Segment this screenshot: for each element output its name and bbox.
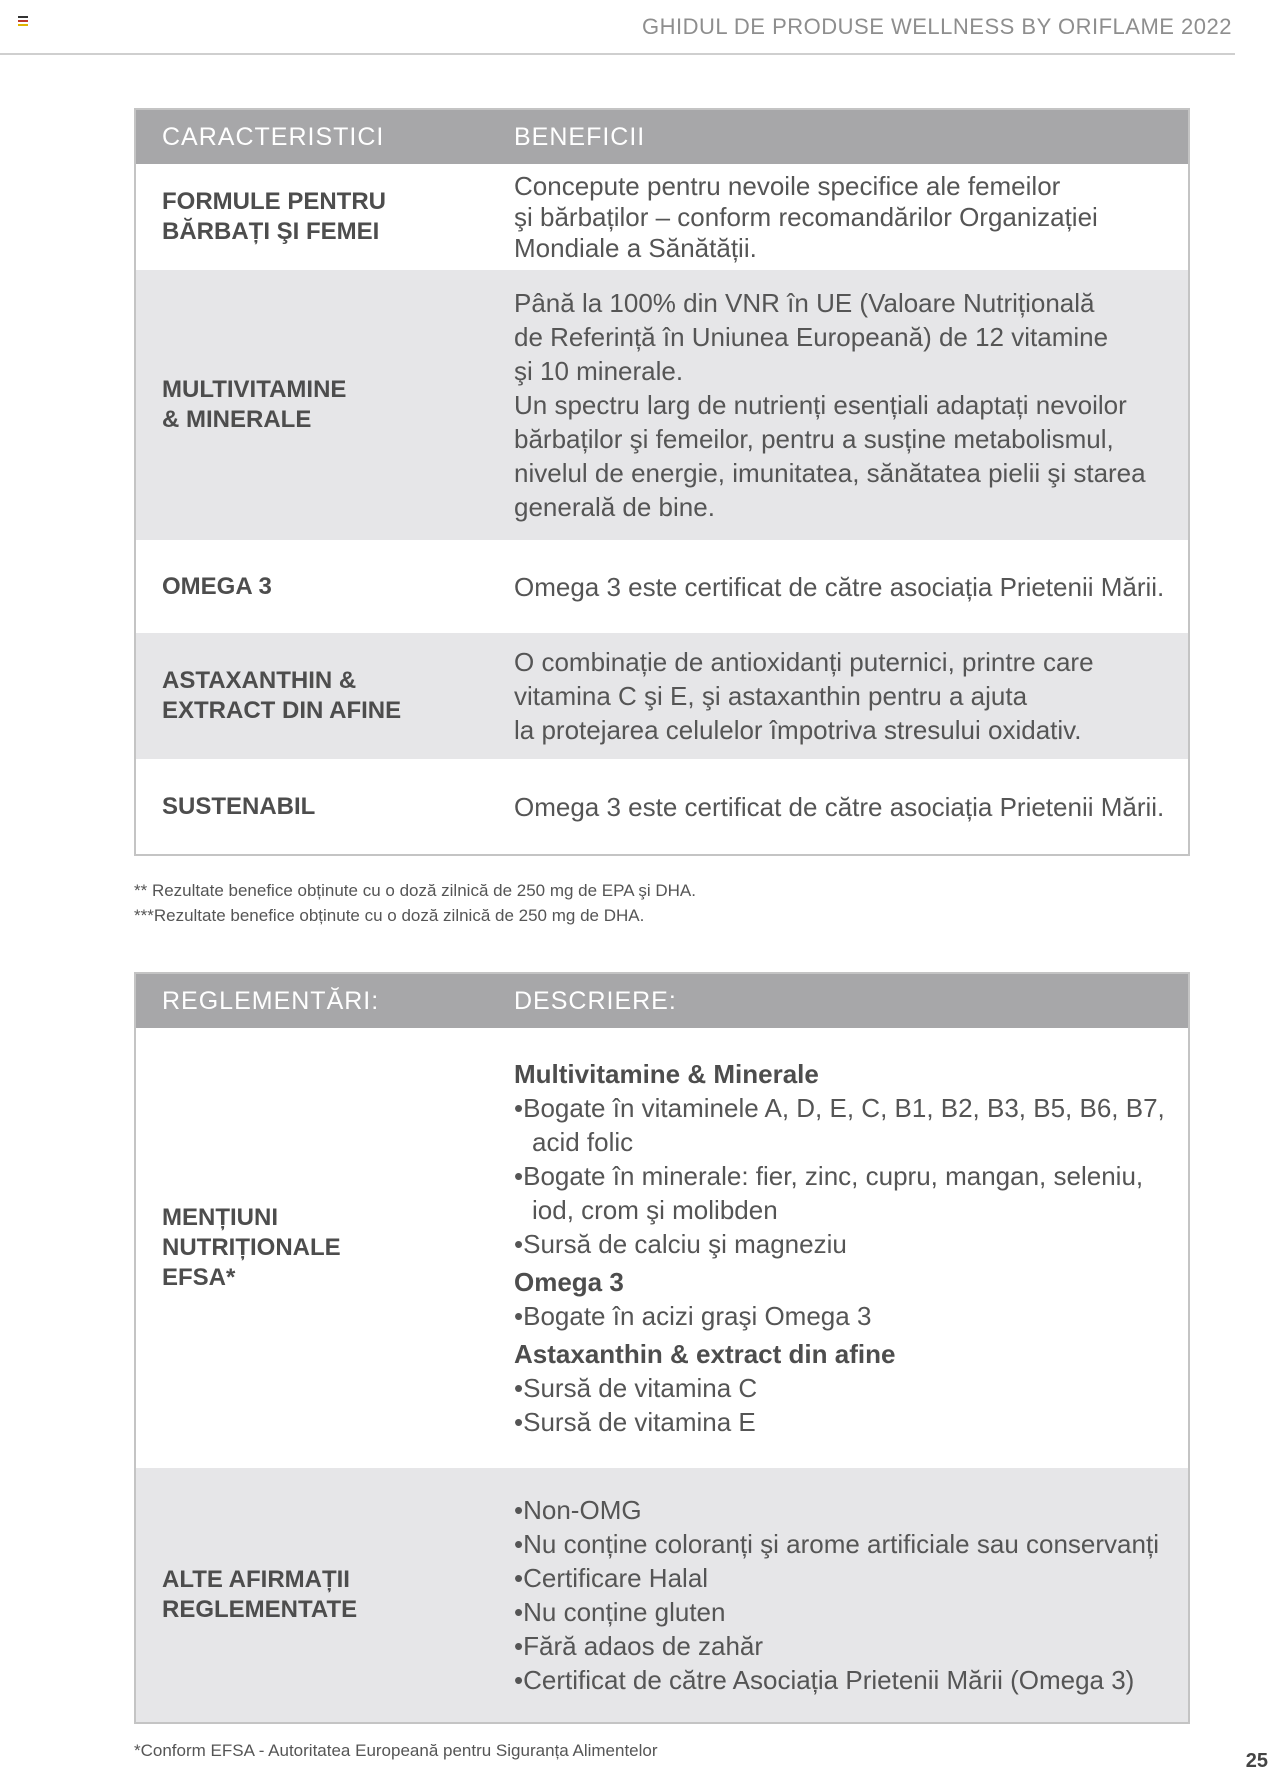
table-row: [135, 270, 1189, 540]
group-title: Omega 3: [514, 1267, 624, 1297]
row-value: [488, 164, 1189, 270]
key-line: FORMULE PENTRU: [162, 188, 386, 215]
row-value: [488, 633, 1189, 759]
value-line: Omega 3 este certificat de către asociația Prietenii Mării.: [514, 791, 1165, 822]
table-row: [135, 540, 1189, 633]
row-value: [488, 759, 1189, 855]
regulations-table: [134, 972, 1190, 1724]
benefits-notes: [134, 878, 696, 928]
list-item: • Certificare Halal: [514, 1561, 1178, 1595]
table-row: [135, 164, 1189, 270]
row-key: [135, 270, 488, 540]
list-item: • Sursă de calciu şi magneziu: [514, 1227, 1178, 1261]
efsa-footnote: *Conform EFSA - Autoritatea Europeană pentru Siguranța Alimentelor: [134, 1741, 658, 1760]
value-line: Până la 100% din VNR în UE (Valoare Nutrițională: [514, 288, 1095, 318]
table-header-row: [135, 109, 1189, 164]
list-item: • Bogate în minerale: fier, zinc, cupru, mangan, seleniu, iod, crom şi molibden: [514, 1159, 1178, 1227]
row-value: [488, 540, 1189, 633]
table-row: [135, 759, 1189, 855]
column-header-benefits: BENEFICII: [488, 109, 1189, 164]
list-item: • Bogate în vitaminele A, D, E, C, B1, B2, B3, B5, B6, B7, acid folic: [514, 1091, 1178, 1159]
table-row: [135, 1028, 1189, 1468]
value-line: generală de bine.: [514, 492, 715, 522]
column-header-description: DESCRIERE:: [488, 973, 1189, 1028]
note-line: ***Rezultate benefice obținute cu o doză zilnică de 250 mg de DHA.: [134, 906, 645, 925]
page-number: 25: [1245, 1750, 1268, 1772]
table-row: [135, 633, 1189, 759]
value-line: nivelul de energie, imunitatea, sănătatea pielii şi starea: [514, 458, 1146, 488]
column-header-characteristics: CARACTERISTICI: [135, 109, 488, 164]
row-key: [135, 1028, 488, 1468]
value-line: Concepute pentru nevoile specifice ale femeilor: [514, 170, 1061, 201]
value-line: şi bărbaților – conform recomandărilor Organizației: [514, 201, 1098, 232]
key-line: ASTAXANTHIN &: [162, 667, 357, 694]
row-value: [488, 270, 1189, 540]
list-item: • Non-OMG: [514, 1493, 1178, 1527]
key-line: MENȚIUNI: [162, 1204, 278, 1231]
table-row: [135, 1468, 1189, 1723]
key-line: & MINERALE: [162, 406, 312, 433]
corner-mark-icon: [18, 16, 28, 28]
group-title: Multivitamine & Minerale: [514, 1059, 819, 1089]
row-key: [135, 164, 488, 270]
value-line: de Referință în Uniunea Europeană) de 12 vitamine: [514, 322, 1109, 352]
key-line: EXTRACT DIN AFINE: [162, 697, 402, 724]
list-item: • Sursă de vitamina C: [514, 1371, 1178, 1405]
key-line: BĂRBAȚI ŞI FEMEI: [162, 218, 380, 245]
characteristics-table: [134, 108, 1190, 856]
row-key: [135, 633, 488, 759]
value-line: Omega 3 este certificat de către asociația Prietenii Mării.: [514, 571, 1165, 602]
value-line: Mondiale a Sănătății.: [514, 232, 757, 263]
value-line: la protejarea celulelor împotriva stresului oxidativ.: [514, 715, 1082, 745]
row-key: [135, 1468, 488, 1723]
row-value: [488, 1468, 1189, 1723]
list-item: • Fără adaos de zahăr: [514, 1629, 1178, 1663]
row-key: [135, 759, 488, 855]
key-line: NUTRIȚIONALE: [162, 1234, 341, 1261]
page-header-title: GHIDUL DE PRODUSE WELLNESS BY ORIFLAME 2022: [641, 14, 1232, 39]
value-line: O combinație de antioxidanți puternici, printre care: [514, 647, 1094, 677]
row-value: [488, 1028, 1189, 1468]
value-line: bărbaților şi femeilor, pentru a susține metabolismul,: [514, 424, 1114, 454]
header-divider: [0, 53, 1235, 55]
column-header-regulations: REGLEMENTĂRI:: [135, 973, 488, 1028]
list-item: • Sursă de vitamina E: [514, 1405, 1178, 1439]
group-title: Astaxanthin & extract din afine: [514, 1339, 896, 1369]
table-header-row: [135, 973, 1189, 1028]
key-line: REGLEMENTATE: [162, 1596, 358, 1623]
key-line: SUSTENABIL: [162, 792, 316, 820]
key-line: OMEGA 3: [162, 572, 272, 600]
list-item: • Nu conține coloranți şi arome artificiale sau conservanți: [514, 1527, 1178, 1561]
list-item: • Bogate în acizi graşi Omega 3: [514, 1299, 1178, 1333]
key-line: MULTIVITAMINE: [162, 376, 347, 403]
value-line: Un spectru larg de nutrienți esențiali adaptați nevoilor: [514, 390, 1127, 420]
note-line: ** Rezultate benefice obținute cu o doză zilnică de 250 mg de EPA şi DHA.: [134, 881, 696, 900]
list-item: • Nu conține gluten: [514, 1595, 1178, 1629]
value-line: vitamina C şi E, şi astaxanthin pentru a ajuta: [514, 681, 1028, 711]
key-line: ALTE AFIRMAȚII: [162, 1566, 350, 1593]
value-line: şi 10 minerale.: [514, 356, 684, 386]
list-item: • Certificat de către Asociația Prietenii Mării (Omega 3): [514, 1663, 1178, 1697]
row-key: [135, 540, 488, 633]
key-line: EFSA*: [162, 1264, 236, 1291]
